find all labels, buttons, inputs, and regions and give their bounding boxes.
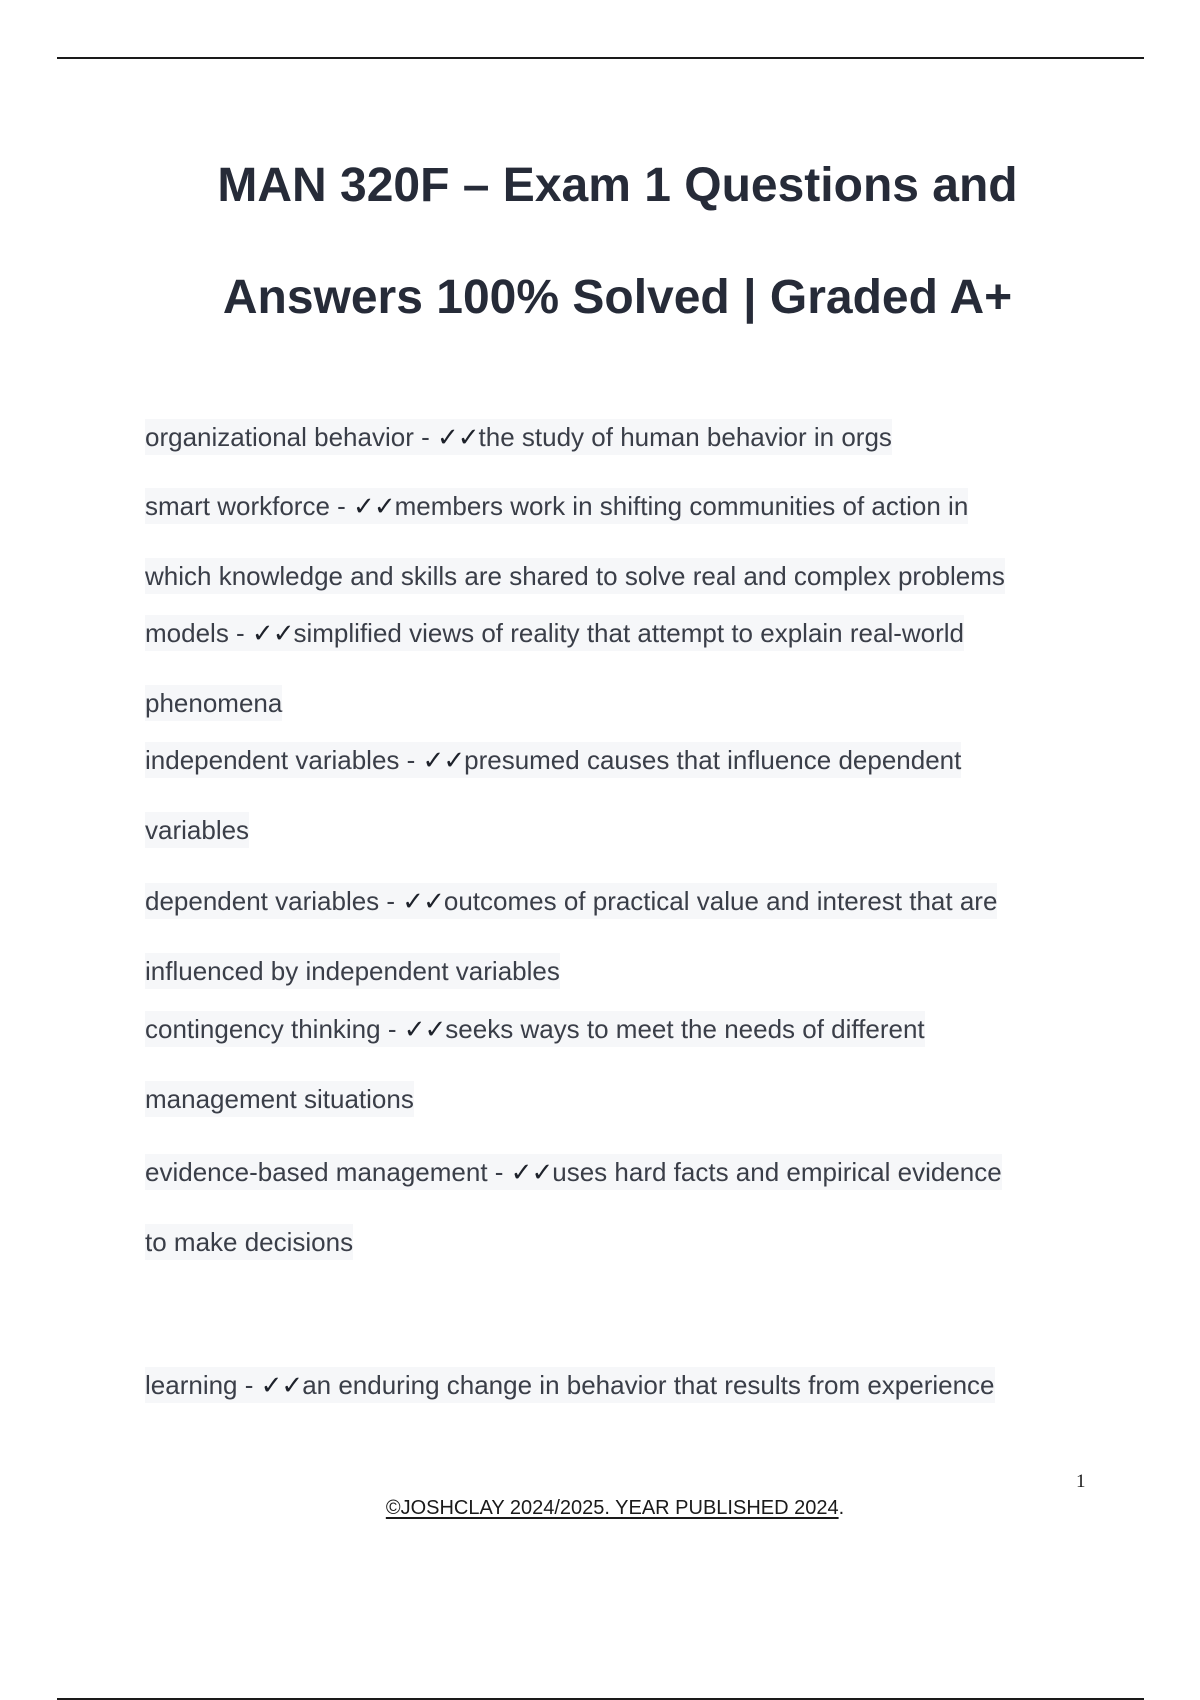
double-check-icon: ✓✓: [422, 745, 465, 775]
qa-entry-continuation: [145, 1081, 414, 1117]
qa-entry: [145, 419, 892, 455]
qa-definition: phenomena: [145, 688, 283, 718]
qa-definition: variables: [145, 815, 250, 845]
title-line-2: Answers 100% Solved | Graded A+: [222, 271, 1013, 324]
qa-entry: [145, 1367, 995, 1403]
double-check-icon: ✓✓: [353, 491, 395, 521]
page-number: 1: [1076, 1471, 1086, 1492]
qa-definition: members work in shifting communities of action in: [394, 491, 969, 521]
qa-term: evidence-based management -: [145, 1157, 511, 1187]
qa-definition: influenced by independent variables: [145, 956, 560, 986]
qa-entry: [145, 488, 968, 524]
qa-entry: [145, 1154, 1002, 1190]
double-check-icon: ✓✓: [403, 1014, 446, 1044]
qa-entry: [145, 883, 997, 919]
footer: [0, 1497, 1200, 1520]
top-rule: [57, 57, 1144, 59]
qa-term: organizational behavior -: [145, 422, 437, 452]
qa-definition: outcomes of practical value and interest that are: [443, 886, 998, 916]
qa-term: dependent variables -: [145, 886, 403, 916]
double-check-icon: ✓✓: [510, 1157, 553, 1187]
qa-definition: which knowledge and skills are shared to solve real and complex problems: [145, 561, 1005, 591]
qa-definition: simplified views of reality that attempt to explain real-world: [293, 618, 965, 648]
footer-period: .: [838, 1497, 845, 1519]
qa-entry: [145, 742, 961, 778]
qa-term: independent variables -: [145, 745, 423, 775]
qa-definition: the study of human behavior in orgs: [478, 422, 892, 452]
qa-entry-continuation: [145, 685, 282, 721]
qa-term: models -: [145, 618, 252, 648]
page-title: [0, 130, 1200, 354]
double-check-icon: ✓✓: [402, 886, 444, 916]
qa-definition: presumed causes that influence dependent: [464, 745, 962, 775]
qa-term: learning -: [145, 1370, 261, 1400]
qa-entry: [145, 615, 964, 651]
qa-definition: to make decisions: [145, 1227, 354, 1257]
qa-definition: seeks ways to meet the needs of different: [445, 1014, 925, 1044]
footer-copyright: ©JOSHCLAY 2024/2025. YEAR PUBLISHED 2024: [385, 1497, 839, 1519]
title-line-1: MAN 320F – Exam 1 Questions and: [217, 159, 1018, 212]
qa-entry: [145, 1011, 925, 1047]
qa-entry-continuation: [145, 1224, 353, 1260]
qa-entry-continuation: [145, 953, 560, 989]
qa-definition: management situations: [145, 1084, 414, 1114]
qa-definition: an enduring change in behavior that results from experience: [302, 1370, 995, 1400]
double-check-icon: ✓✓: [260, 1370, 303, 1400]
qa-entry-continuation: [145, 812, 249, 848]
double-check-icon: ✓✓: [436, 422, 479, 452]
qa-term: contingency thinking -: [145, 1014, 404, 1044]
qa-definition: uses hard facts and empirical evidence: [552, 1157, 1002, 1187]
double-check-icon: ✓✓: [251, 618, 294, 648]
qa-entry-continuation: [145, 558, 1005, 594]
qa-term: smart workforce -: [145, 491, 354, 521]
